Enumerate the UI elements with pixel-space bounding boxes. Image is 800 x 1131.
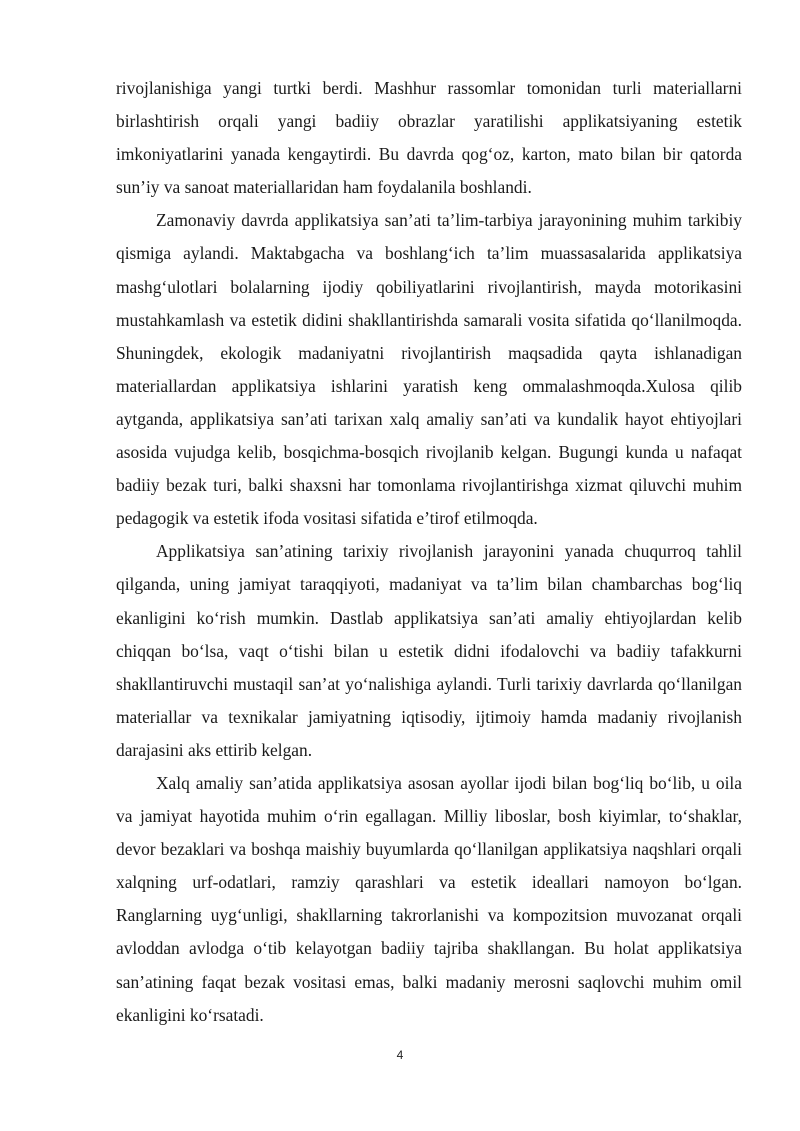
page-number: 4 <box>396 1048 404 1062</box>
paragraph-modern-era: Zamonaviy davrda applikatsiya san’ati ta’lim-tarbiya jarayonining muhim tarkibiy qismiga aylandi. Maktabgacha va boshlang‘ich ta’lim muassasalarida applikatsiya mashg‘ulotlari bolalarning ijodiy qobiliyatlarini rivojlantirish, mayda motorikasini mustahkamlash va estetik didini shakllantirishda samarali vosita sifatida qo‘llanilmoqda. Shuningdek, ekologik madaniyatni rivojlantirish maqsadida qayta ishlanadigan materiallardan applikatsiya ishlarini yaratish keng ommalashmoqda.Xulosa qilib aytganda, applikatsiya san’ati tarixan xalq amaliy san’ati va kundalik hayot ehtiyojlari asosida vujudga kelib, bosqichma-bosqich rivojlanib kelgan. Bugungi kunda u nafaqat badiiy bezak turi, balki shaxsni har tomonlama rivojlantirishga xizmat qiluvchi muhim pedagogik va estetik ifoda vositasi sifatida e’tirof etilmoqda. <box>116 210 742 529</box>
paragraph-historical-development: Applikatsiya san’atining tarixiy rivojlanish jarayonini yanada chuqurroq tahlil qilganda, uning jamiyat taraqqiyoti, madaniyat va ta’lim bilan chambarchas bog‘liq ekanligini ko‘rish mumkin. Dastlab applikatsiya san’ati amaliy ehtiyojlardan kelib chiqqan bo‘lsa, vaqt o‘tishi bilan u estetik didni ifodalovchi va badiiy tafakkurni shakllantiruvchi mustaqil san’at yo‘nalishiga aylandi. Turli tarixiy davrlarda qo‘llanilgan materiallar va texnikalar jamiyatning iqtisodiy, ijtimoiy hamda madaniy rivojlanish darajasini aks ettirib kelgan. <box>116 541 742 760</box>
paragraph-folk-art: Xalq amaliy san’atida applikatsiya asosan ayollar ijodi bilan bog‘liq bo‘lib, u oila va jamiyat hayotida muhim o‘rin egallagan. Milliy liboslar, bosh kiyimlar, to‘shaklar, devor bezaklari va boshqa maishiy buyumlarda qo‘llanilgan applikatsiya naqshlari orqali xalqning urf-odatlari, ramziy qarashlari va estetik ideallari namoyon bo‘lgan. Ranglarning uyg‘unligi, shakllarning takrorlanishi va kompozitsion muvozanat orqali avloddan avlodga o‘tib kelayotgan badiiy tajriba shakllangan. Bu holat applikatsiya san’atining faqat bezak vositasi emas, balki madaniy merosni saqlovchi muhim omil ekanligini ko‘rsatadi. <box>116 772 742 1025</box>
paragraph-continuation: rivojlanishiga yangi turtki berdi. Mashhur rassomlar tomonidan turli materiallarni birlashtirish orqali yangi badiiy obrazlar yaratilishi applikatsiyaning estetik imkoniyatlarini yanada kengaytirdi. Bu davrda qog‘oz, karton, mato bilan bir qatorda sun’iy va sanoat materiallaridan ham foydalanila boshlandi. <box>116 78 742 198</box>
body-text <box>116 72 742 1032</box>
